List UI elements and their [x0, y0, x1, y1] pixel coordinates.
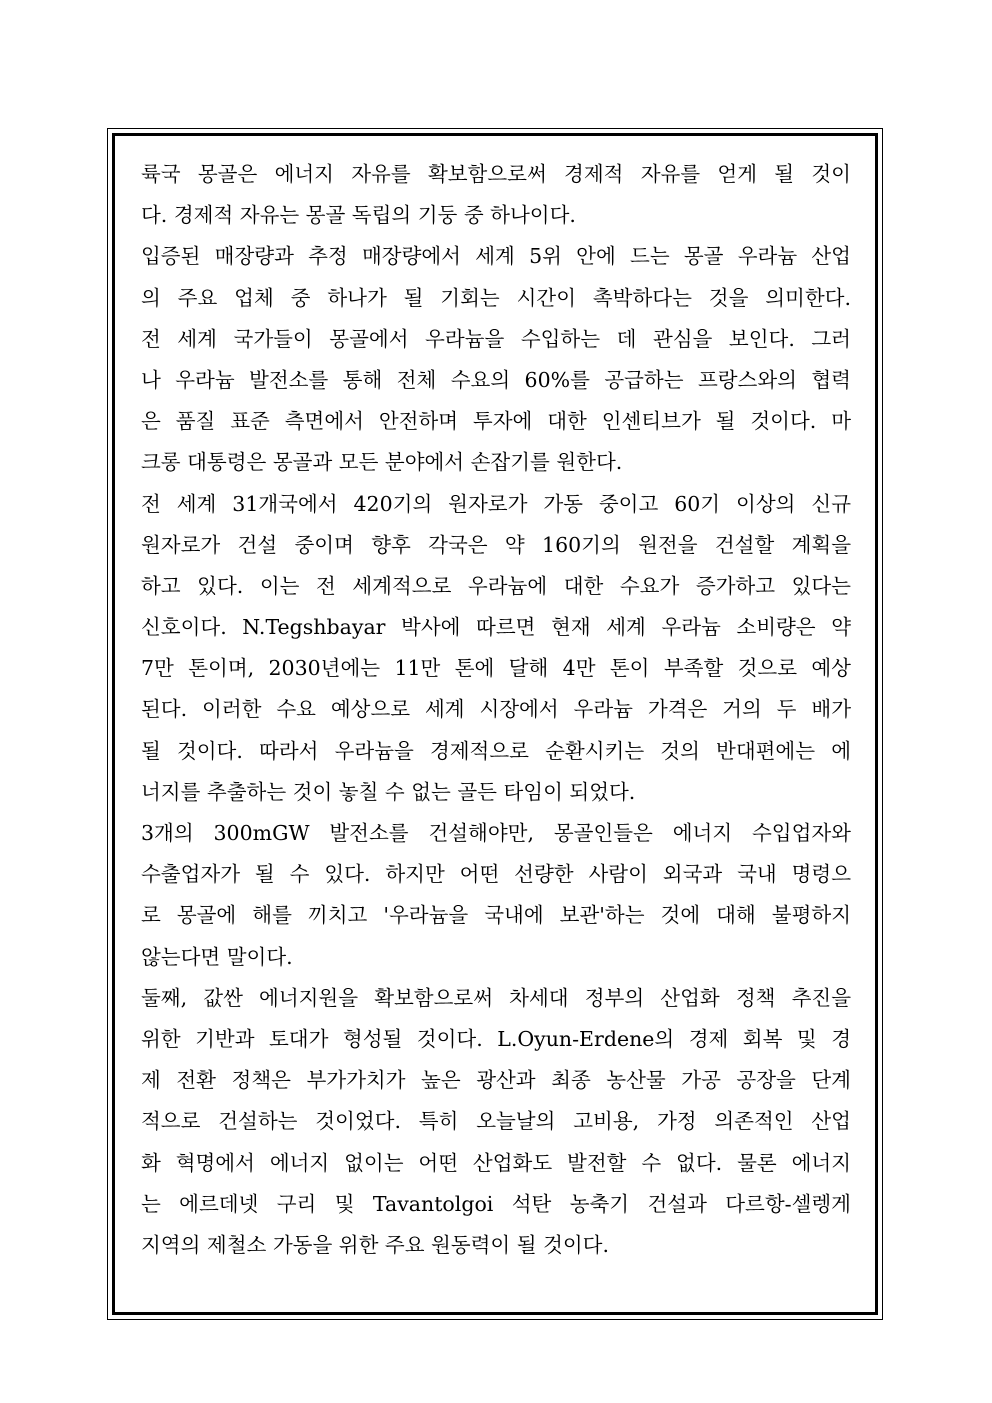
text-line: 원자로가 건설 중이며 향후 각국은 약 160기의 원전을 건설할 계획을	[141, 532, 851, 557]
paragraph-2	[141, 236, 851, 483]
text-line: 될 것이다. 따라서 우라늄을 경제적으로 순환시키는 것의 반대편에는 에	[141, 738, 851, 763]
text-line: 않는다면 말이다.	[141, 944, 293, 969]
text-line: 은 품질 표준 측면에서 안전하며 투자에 대한 인센티브가 될 것이다. 마	[141, 409, 851, 434]
document-body	[141, 154, 851, 1266]
text-line: 의 주요 업체 중 하나가 될 기회는 시간이 촉박하다는 것을 의미한다.	[141, 285, 851, 310]
text-line: 는 에르데넷 구리 및 Tavantolgoi 석탄 농축기 건설과 다르항-셀렝게	[141, 1191, 851, 1216]
text-line: 륙국 몽골은 에너지 자유를 확보함으로써 경제적 자유를 얻게 될 것이	[141, 162, 851, 186]
text-line: 하고 있다. 이는 전 세계적으로 우라늄에 대한 수요가 증가하고 있다는	[141, 573, 851, 598]
text-line: 위한 기반과 토대가 형성될 것이다. L.Oyun-Erdene의 경제 회복 및 경	[141, 1026, 851, 1051]
text-line: 신호이다. N.Tegshbayar 박사에 따르면 현재 세계 우라늄 소비량은 약	[141, 615, 851, 640]
text-line: 적으로 건설하는 것이었다. 특히 오늘날의 고비용, 가정 의존적인 산업	[141, 1109, 851, 1134]
paragraph-5	[141, 978, 851, 1266]
text-line: 지역의 제철소 가동을 위한 주요 원동력이 될 것이다.	[141, 1232, 609, 1257]
text-line: 7만 톤이며, 2030년에는 11만 톤에 달해 4만 톤이 부족할 것으로 예상	[141, 656, 851, 681]
text-line: 전 세계 31개국에서 420기의 원자로가 가동 중이고 60기 이상의 신규	[141, 491, 851, 516]
paragraph-3	[141, 484, 851, 814]
text-line: 수출업자가 될 수 있다. 하지만 어떤 선량한 사람이 외국과 국내 명령으	[141, 862, 851, 887]
text-line: 크롱 대통령은 몽골과 모든 분야에서 손잡기를 원한다.	[141, 450, 623, 475]
text-line: 전 세계 국가들이 몽골에서 우라늄을 수입하는 데 관심을 보인다. 그러	[141, 326, 851, 351]
paragraph-4	[141, 813, 851, 978]
text-line: 다. 경제적 자유는 몽골 독립의 기둥 중 하나이다.	[141, 203, 576, 228]
paragraph-1	[141, 154, 851, 236]
text-line: 둘째, 값싼 에너지원을 확보함으로써 차세대 정부의 산업화 정책 추진을	[141, 985, 851, 1010]
text-line: 로 몽골에 해를 끼치고 '우라늄을 국내에 보관'하는 것에 대해 불평하지	[141, 903, 851, 928]
text-line: 너지를 추출하는 것이 놓칠 수 없는 골든 타임이 되었다.	[141, 779, 636, 804]
text-line: 제 전환 정책은 부가가치가 높은 광산과 최종 농산물 가공 공장을 단계	[141, 1068, 851, 1093]
text-line: 3개의 300mGW 발전소를 건설해야만, 몽골인들은 에너지 수입업자와	[141, 821, 851, 845]
text-line: 나 우라늄 발전소를 통해 전체 수요의 60%를 공급하는 프랑스와의 협력	[141, 367, 851, 392]
text-line: 입증된 매장량과 추정 매장량에서 세계 5위 안에 드는 몽골 우라늄 산업	[141, 244, 851, 269]
text-line: 화 혁명에서 에너지 없이는 어떤 산업화도 발전할 수 없다. 물론 에너지	[141, 1150, 851, 1175]
text-line: 된다. 이러한 수요 예상으로 세계 시장에서 우라늄 가격은 거의 두 배가	[141, 697, 851, 722]
